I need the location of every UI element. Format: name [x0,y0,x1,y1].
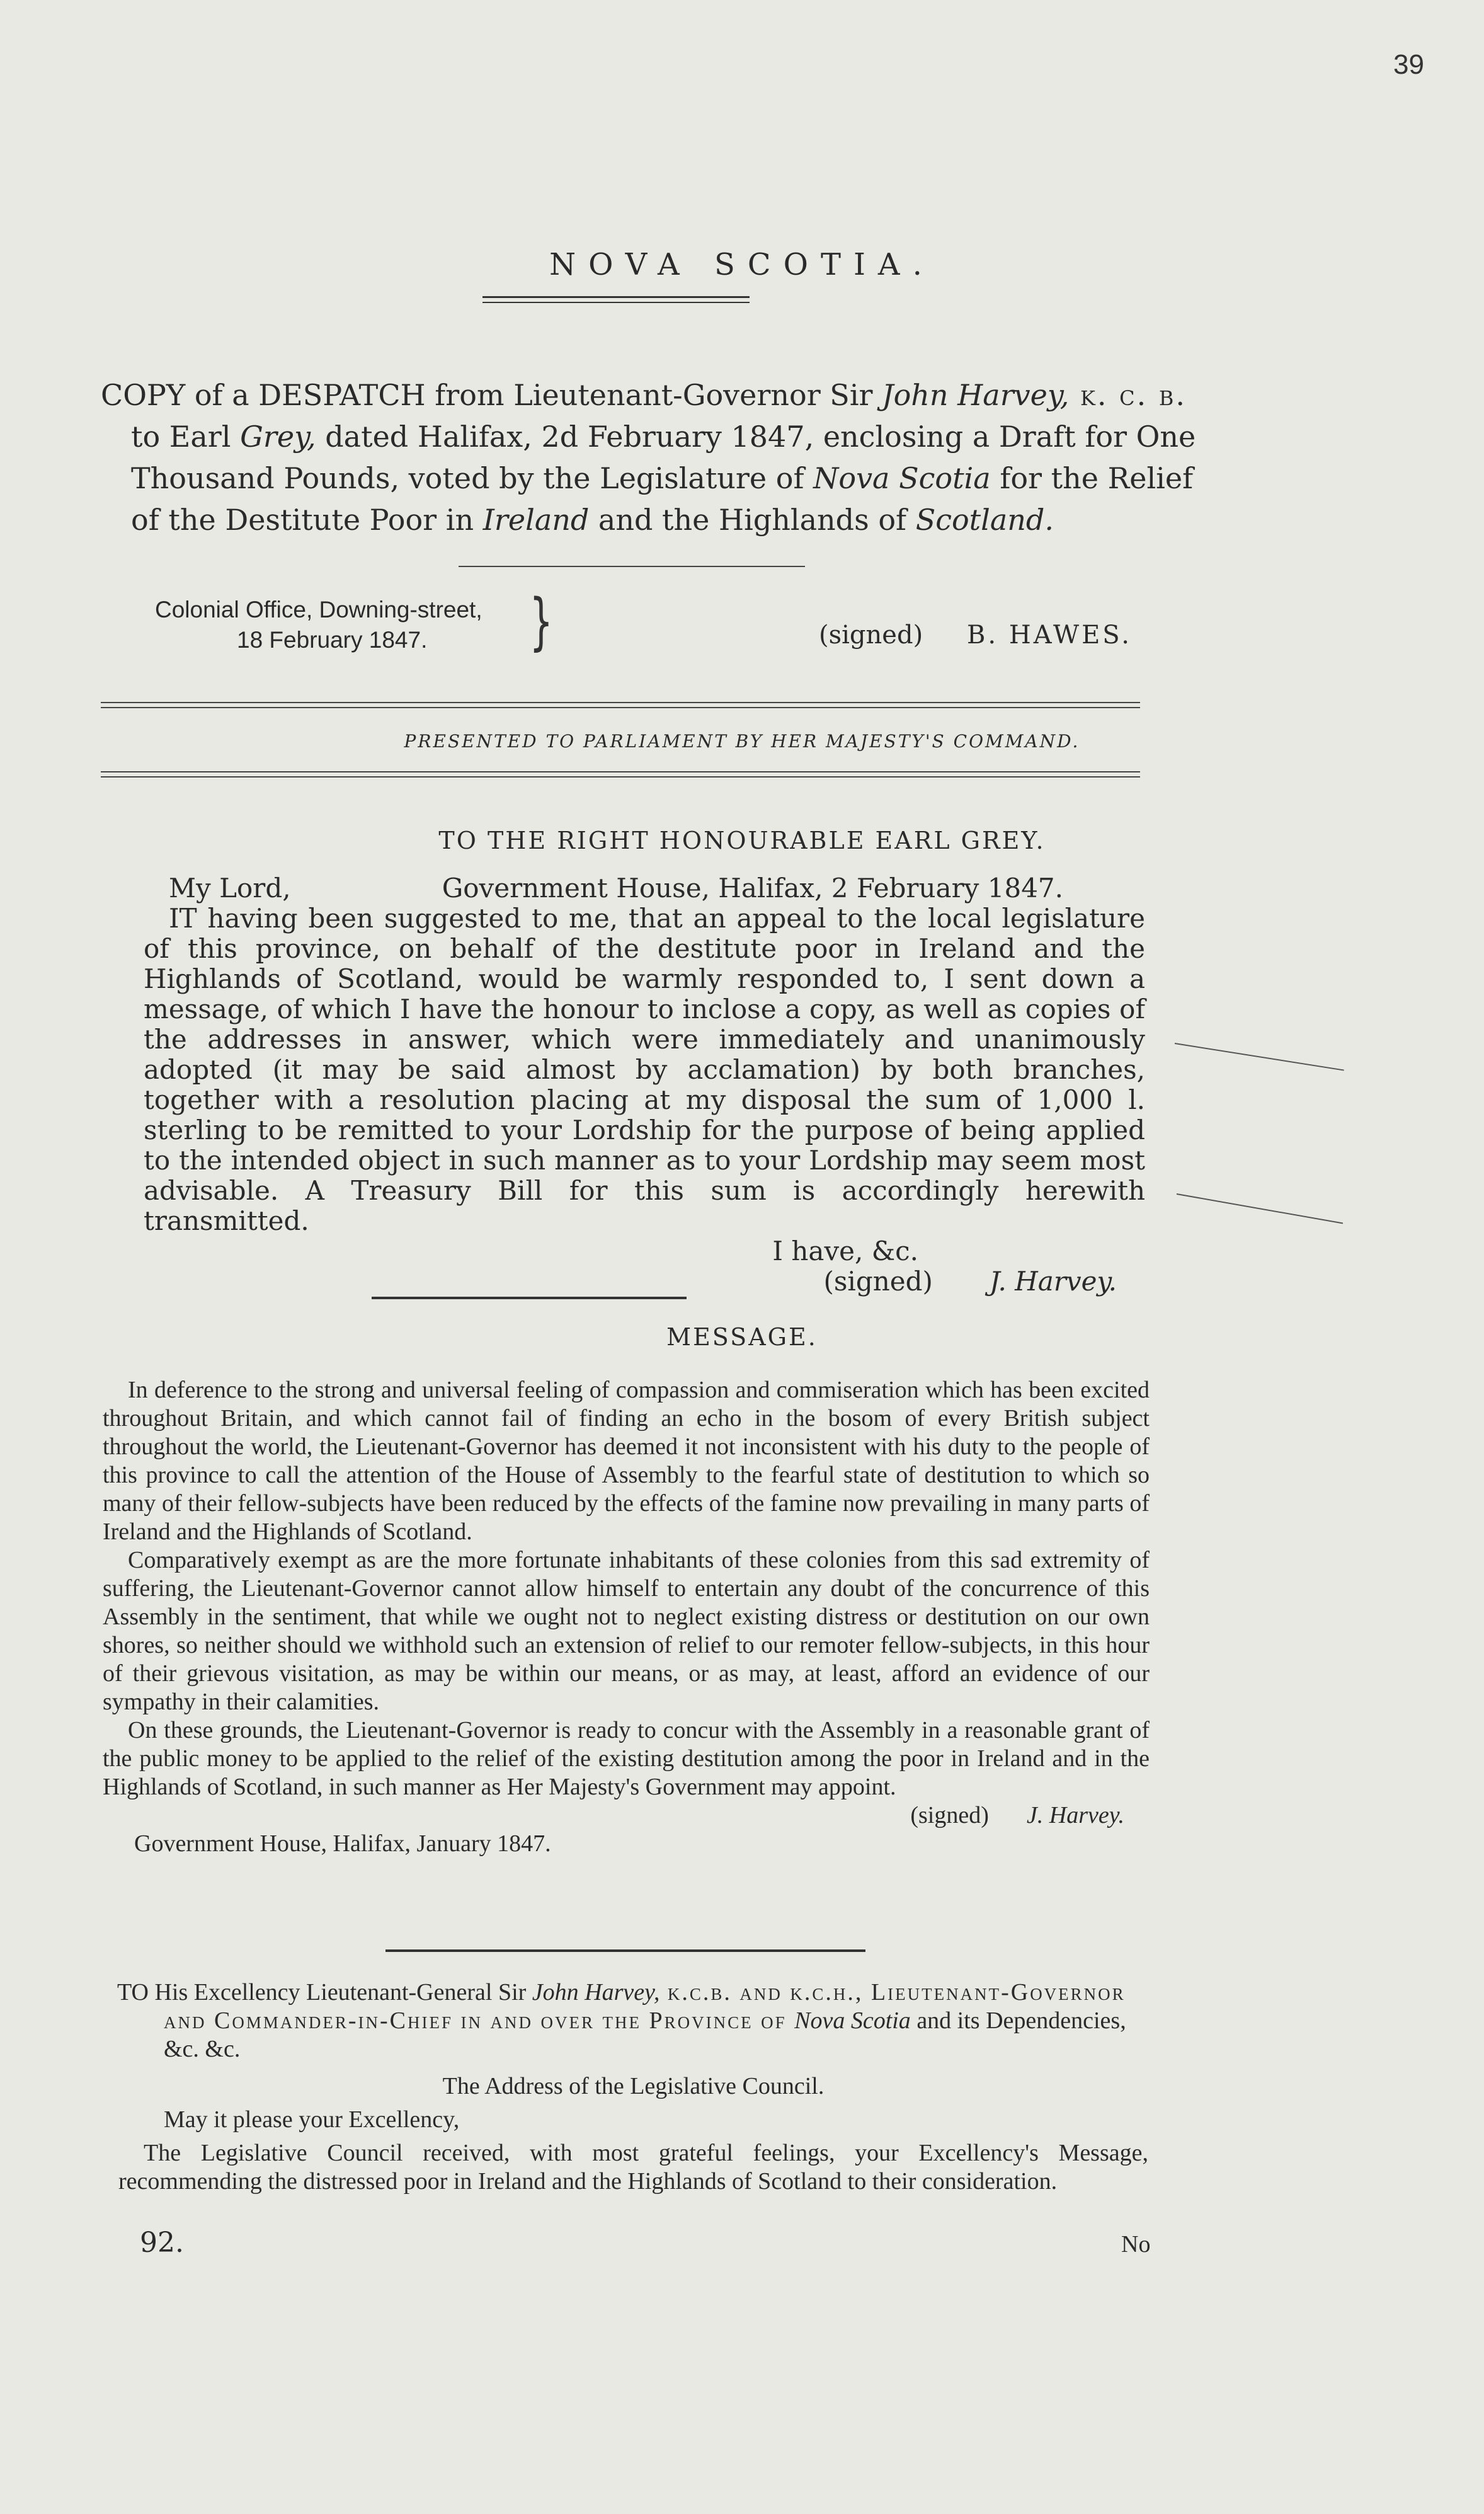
message-heading: MESSAGE. [666,1323,818,1351]
double-rule [101,771,1140,778]
despatch-text: dated Halifax, 2d February 1847, enclosing a Draft for One [316,420,1196,454]
footer-catchword: No [1121,2231,1151,2258]
despatch-text: to Earl [131,420,241,454]
message-paragraph: In deference to the strong and universal feeling of compassion and commiseration which has been excited throughout Britain, and which cannot fail of finding an echo in the bosom of every British subject throughout the world, the Lieutenant-Governor has deemed it not inconsistent with his duty to the people of this province to call the attention of the House of Assembly to the fearful state of destitution to which so many of their fellow-subjects have been reduced by the effects of the famine now prevailing in many parts of Ireland and the Highlands of Scotland. [103,1377,1150,1545]
footer-signature-mark: 92. [140,2227,184,2259]
message-signature: J. Harvey. [1026,1802,1124,1828]
title-rule [482,296,750,303]
address-heading: The Address of the Legislative Council. [442,2073,825,2099]
address-paragraph: The Legislative Council received, with most grateful feelings, your Excellency's Message, recommending the distressed poor in Ireland and the Highlands of Scotland to their consideration. [118,2140,1148,2195]
letter-dateline: Government House, Halifax, 2 February 1847. [442,873,1063,904]
despatch-name: John Harvey, [882,378,1070,412]
message-body [103,1376,1150,1858]
colonial-office-line: Colonial Office, Downing-street, [155,597,482,623]
divider [385,1949,865,1952]
signed-label: (signed) [823,1266,933,1297]
colonial-office-date: 18 February 1847. [237,627,428,653]
page-number: 39 [1393,49,1424,80]
address-text: TO His Excellency Lieutenant-General Sir [117,1979,532,2006]
address-text: k.c.b. and k.c.h., Lieutenant-Governor and Commander-in-Chief in and over the Province of [164,1979,1126,2034]
despatch-text: Thousand Pounds, voted by the Legislature of [131,461,814,495]
letter-salutation: My Lord, [169,873,291,904]
despatch-honours: k. c. b. [1069,378,1187,412]
divider [459,566,805,567]
despatch-text: the Destitute Poor in [168,503,483,537]
margin-pen-stroke [1177,1193,1343,1224]
message-paragraph: On these grounds, the Lieutenant-Governor is ready to concur with the Assembly in a reasonable grant of the public money to be applied to the relief of the existing destitution among the poor in Ireland and in the Highlands of Scotland, in such manner as Her Majesty's Government may appoint. [103,1717,1150,1800]
address-text: and its Dependencies, &c. &c. [164,2007,1126,2062]
despatch-place: Scotland. [915,503,1054,537]
address-place: Nova Scotia [794,2007,911,2034]
double-rule [101,702,1140,708]
despatch-text: for the Relief of [131,461,1194,537]
despatch-text: COPY of a DESPATCH from Lieutenant-Governor Sir [101,378,882,412]
address-block [118,1978,1148,2196]
despatch-place: Nova Scotia [813,461,991,495]
address-name: John Harvey, [532,1979,660,2006]
letter-signature: J. Harvey. [989,1266,1117,1297]
despatch-text: and the Highlands of [589,503,916,537]
letter-heading: TO THE RIGHT HONOURABLE EARL GREY. [438,827,1046,854]
address-salutation: May it please your Excellency, [164,2106,460,2133]
colonial-office-block [155,595,482,655]
address-recipient [118,1978,1148,2063]
letter-closing: I have, &c. [772,1236,918,1266]
signatory-name: B. HAWES. [967,621,1132,650]
presented-notice: PRESENTED TO PARLIAMENT BY HER MAJESTY'S COMMAND. [404,731,1080,752]
despatch-name: Grey, [240,420,316,454]
signed-label: (signed) [819,621,923,650]
despatch-heading [101,374,1200,541]
letter-body [144,873,1145,1297]
margin-pen-stroke [1175,1043,1344,1071]
message-dateline: Government House, Halifax, January 1847. [134,1830,551,1857]
letter-paragraph: IT having been suggested to me, that an appeal to the local legislature of this province, on behalf of the destitute poor in Ireland and the Highlands of Scotland, would be warmly responded to, I sent down a message, of which I have the honour to inclose a copy, as well as copies of the addresses in answer, which were immediately and unanimously adopted (it may be said almost by acclamation) by both branches, together with a resolution placing at my disposal the sum of 1,000 l. sterling to be remitted to your Lordship for the purpose of being applied to the intended object in such manner as to your Lordship may seem most advisable. A Treasury Bill for this sum is accordingly herewith transmitted. [144,903,1145,1236]
brace-glyph: } [529,586,553,658]
page-title: NOVA SCOTIA. [549,247,935,282]
signed-label: (signed) [910,1802,989,1828]
despatch-place: Ireland [482,503,590,537]
message-paragraph: Comparatively exempt as are the more fortunate inhabitants of these colonies from this sad extremity of suffering, the Lieutenant-Governor cannot allow himself to entertain any doubt of the concurrence of this Assembly in the sentiment, that while we ought not to neglect existing distress or destitution on our own shores, so neither should we withhold such an extension of relief to our remoter fellow-subjects, in this hour of their grievous visitation, as may be within our means, or as may, at least, afford an evidence of our sympathy in their calamities. [103,1547,1150,1715]
divider [372,1297,687,1299]
